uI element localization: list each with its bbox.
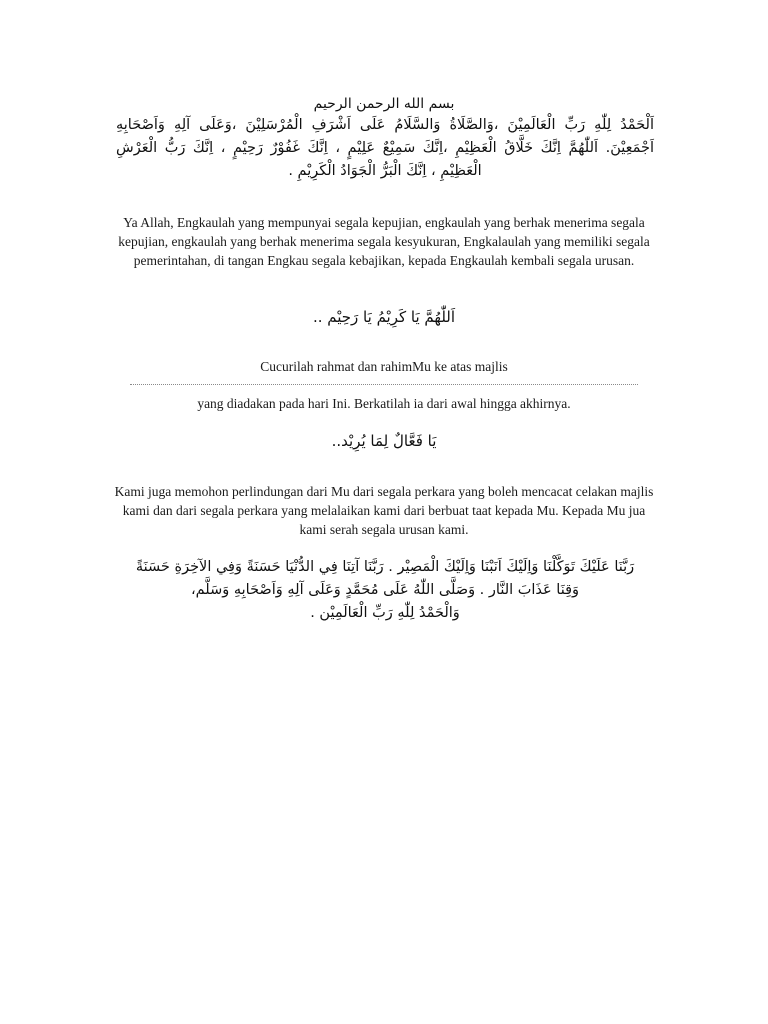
closing-dua-line-2: وَقِنَا عَذَابَ النَّار . وَصَلَّى اللّٰهُ عَلَى مُحَمَّدٍ وَعَلَى آلِهِ وَاَصْحَابِهِ وَسَلَّم، [190, 582, 580, 598]
dotted-fill-line [130, 384, 638, 385]
majlis-line: yang diadakan pada hari Ini. Berkatilah ia dari awal hingga akhirnya. [197, 396, 571, 411]
translation-paragraph-2: Kami juga memohon perlindungan dari Mu dari segala perkara yang boleh mencacat celakan majlis kami dan dari segala perkara yang melalaikan kami dari berbuat taat kepada Mu. Kepada Mu jua kami serah segala urusan kami. [114, 484, 654, 537]
opening-dua: اَلْحَمْدُ لِلّٰهِ رَبِّ الْعَالَمِيْنَ ،وَالصَّلَاةُ وَالسَّلَامُ عَلَى اَشْرَفِ الْمُرْسَلِيْنَ ،وَعَلَى آلِهِ وَاَصْحَابِهِ اَجْمَعِيْنَ. اَللّٰهُمَّ اِنَّكَ خَلَّاقُ الْعَظِيْمِ ،اِنَّكَ سَمِيْعٌ عَلِيْمٍ ، اِنَّكَ غَفُوْرٌ رَحِيْمٍ ، اِنَّكَ رَبُّ الْعَرْشِ الْعَظِيْمِ ، اِنَّكَ الْبَرُّ الْجَوَادُ الْكَرِيْمِ . [116, 117, 654, 179]
short-dua-ya-faal: يَا فَعَّالٌ لِمَا يُرِيْد.. [331, 432, 437, 450]
rahmat-line: Cucurilah rahmat dan rahimMu ke atas majlis [260, 359, 508, 374]
closing-dua-line-1: رَبَّنَا عَلَيْكَ تَوَكَّلْنَا وَاِلَيْكَ اَنَبْنَا وَاِلَيْكَ الْمَصِيْر . رَبَّنَا آتِنَا فِي الدُّنْيَا حَسَنَةً وَفِي الآخِرَةِ حَسَنَةً [135, 559, 635, 575]
short-dua-ya-karim: اَللّٰهُمَّ يَا كَرِيْمُ يَا رَحِيْم .. [312, 308, 456, 326]
closing-dua [112, 556, 658, 625]
closing-dua-line-3: وَالْحَمْدُ لِلّٰهِ رَبِّ الْعَالَمِيْن . [310, 605, 460, 621]
bismillah-heading: بسم الله الرحمن الرحيم [313, 96, 455, 112]
translation-paragraph-1: Ya Allah, Engkaulah yang mempunyai segala kepujian, engkaulah yang berhak menerima segala kepujian, engkaulah yang berhak menerima segala kesyukuran, Engkalaulah yang memiliki segala pemerintahan, di tangan Engkau segala kebajikan, kepada Engkaulah kembali segala urusan. [118, 215, 650, 268]
